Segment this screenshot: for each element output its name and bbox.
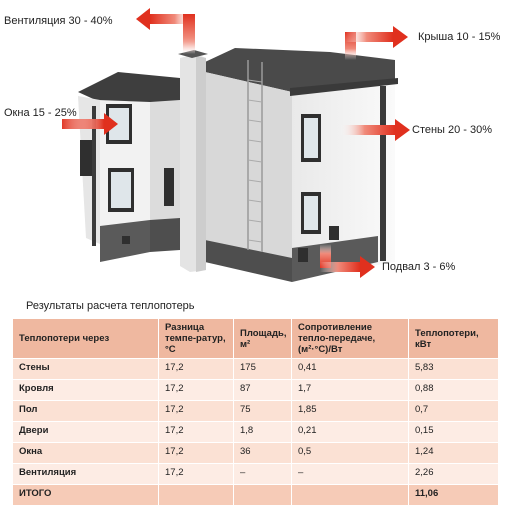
table-cell: 0,7 [409, 401, 499, 422]
table-cell: 1,85 [292, 401, 409, 422]
callout-ventilation: Вентиляция 30 - 40% [4, 15, 113, 27]
callout-roof: Крыша 10 - 15% [418, 31, 501, 43]
table-cell: 0,21 [292, 422, 409, 443]
column-header: Сопротивление тепло-передаче, (м²·°С)/Вт [292, 319, 409, 359]
table-cell: 17,2 [159, 422, 234, 443]
table-cell: Пол [13, 401, 159, 422]
table-cell: – [234, 464, 292, 485]
table-cell: Вентиляция [13, 464, 159, 485]
table-cell: Окна [13, 443, 159, 464]
column-header: Теплопотери, кВт [409, 319, 499, 359]
table-cell: 75 [234, 401, 292, 422]
table-cell: 1,8 [234, 422, 292, 443]
table-cell: 17,2 [159, 380, 234, 401]
table-cell: 0,41 [292, 359, 409, 380]
table-cell: 87 [234, 380, 292, 401]
table-cell: 1,24 [409, 443, 499, 464]
table-cell: 17,2 [159, 359, 234, 380]
table-cell: 0,88 [409, 380, 499, 401]
column-header: Разница темпе-ратур, °С [159, 319, 234, 359]
table-cell: ИТОГО [13, 485, 159, 506]
column-header: Площадь, м² [234, 319, 292, 359]
table-row [13, 485, 499, 506]
table-cell: 17,2 [159, 443, 234, 464]
table-cell: 175 [234, 359, 292, 380]
table-cell: 0,5 [292, 443, 409, 464]
house-left-block [78, 72, 180, 262]
table-cell: 11,06 [409, 485, 499, 506]
table-cell: Стены [13, 359, 159, 380]
table-cell [292, 485, 409, 506]
house-main-block [205, 48, 398, 282]
table-row [13, 380, 499, 401]
column-header: Теплопотери через [13, 319, 159, 359]
table-cell: 17,2 [159, 401, 234, 422]
table-cell [159, 485, 234, 506]
table-cell: 2,26 [409, 464, 499, 485]
table-caption: Результаты расчета теплопотерь [26, 300, 195, 312]
table-header-row [13, 319, 499, 359]
chimney [178, 50, 208, 272]
callout-walls: Стены 20 - 30% [412, 124, 493, 136]
callout-basement: Подвал 3 - 6% [382, 261, 456, 273]
table-cell: 0,15 [409, 422, 499, 443]
table-cell: 5,83 [409, 359, 499, 380]
heat-loss-table [12, 318, 499, 506]
table-cell: Двери [13, 422, 159, 443]
table-cell: – [292, 464, 409, 485]
table-cell: 17,2 [159, 464, 234, 485]
table-cell: Кровля [13, 380, 159, 401]
table-row [13, 401, 499, 422]
table-row [13, 443, 499, 464]
table-row [13, 464, 499, 485]
callout-windows: Окна 15 - 25% [4, 107, 77, 119]
table-cell [234, 485, 292, 506]
table-row [13, 422, 499, 443]
table-row [13, 359, 499, 380]
table-cell: 1,7 [292, 380, 409, 401]
table-cell: 36 [234, 443, 292, 464]
